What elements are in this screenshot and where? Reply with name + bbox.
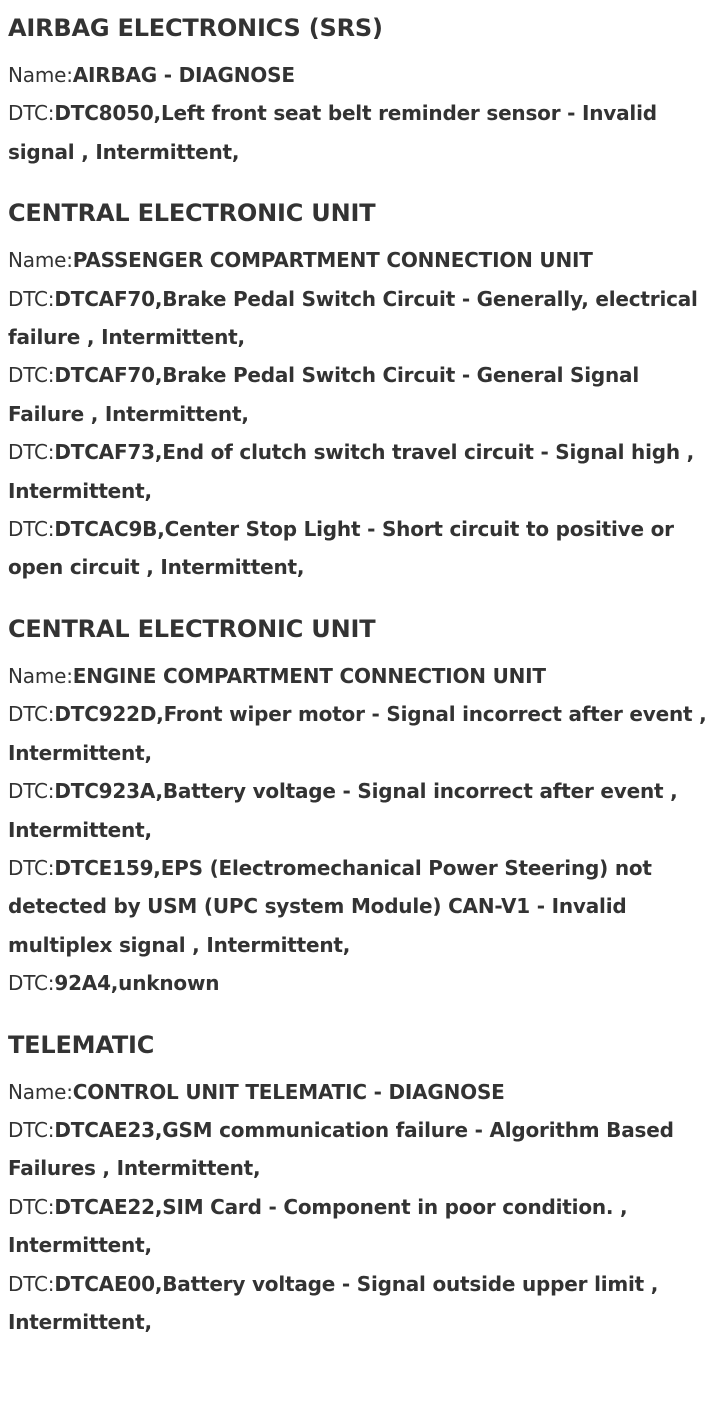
name-label: Name: [8,1079,73,1104]
section-title: CENTRAL ELECTRONIC UNIT [8,614,376,643]
dtc-value: DTC922D,Front wiper motor - Signal incorrect after event , Intermittent, [8,702,707,765]
dtc-label: DTC: [8,517,55,542]
dtc-label: DTC: [8,971,55,996]
ecu-name-value: AIRBAG - DIAGNOSE [72,63,295,87]
dtc-line [8,1265,712,1342]
ecu-name-value: PASSENGER COMPARTMENT CONNECTION UNIT [72,248,593,273]
dtc-value: DTCAF73,End of clutch switch travel circuit - Signal high , Intermittent, [8,440,695,503]
dtc-value: DTCAE00,Battery voltage - Signal outside upper limit , Intermittent, [8,1271,659,1334]
dtc-value: DTCE159,EPS (Electromechanical Power Steering) not detected by USM (UPC system Module) CAN-V1 - Invalid multiplex signal , Intermittent, [8,855,652,957]
dtc-value: DTCAE23,GSM communication failure - Algorithm Based Failures , Intermittent, [8,1117,674,1181]
dtc-line [8,849,712,964]
dtc-value: DTCAF70,Brake Pedal Switch Circuit - Generally, electrical failure , Intermittent, [8,286,698,350]
dtc-value: DTCAF70,Brake Pedal Switch Circuit - General Signal Failure , Intermittent, [8,363,640,426]
ecu-section [8,1023,712,1342]
ecu-section [8,607,712,1003]
ecu-name-line [8,657,712,695]
dtc-line [8,964,712,1002]
dtc-line [8,94,712,171]
dtc-line [8,695,712,772]
dtc-label: DTC: [8,363,55,388]
dtc-value: DTC8050,Left front seat belt reminder sensor - Invalid signal , Intermittent, [8,101,657,164]
ecu-section [8,6,712,171]
dtc-line [8,280,712,357]
ecu-name-line [8,1073,712,1111]
dtc-label: DTC: [8,702,55,727]
ecu-name-value: ENGINE COMPARTMENT CONNECTION UNIT [72,663,546,688]
dtc-label: DTC: [8,1271,55,1296]
dtc-value: DTCAE22,SIM Card - Component in poor condition. , Intermittent, [8,1194,628,1258]
dtc-line [8,356,712,433]
ecu-name-line [8,241,712,279]
dtc-label: DTC: [8,855,55,880]
dtc-line [8,510,712,587]
dtc-value: 92A4,unknown [54,971,220,996]
name-label: Name: [8,63,73,87]
name-label: Name: [8,663,73,688]
dtc-line [8,1111,712,1188]
dtc-label: DTC: [8,286,55,311]
dtc-line [8,433,712,510]
dtc-label: DTC: [8,440,55,465]
section-title: CENTRAL ELECTRONIC UNIT [8,199,376,228]
ecu-name-value: CONTROL UNIT TELEMATIC - DIAGNOSE [72,1079,505,1104]
ecu-name-line [8,56,712,94]
dtc-label: DTC: [8,1194,55,1219]
dtc-value: DTCAC9B,Center Stop Light - Short circuit to positive or open circuit , Intermittent, [8,517,674,580]
dtc-value: DTC923A,Battery voltage - Signal incorrect after event , Intermittent, [8,779,678,842]
section-title: TELEMATIC [8,1030,155,1059]
dtc-line [8,1188,712,1265]
dtc-label: DTC: [8,779,55,804]
ecu-section [8,191,712,587]
section-title: AIRBAG ELECTRONICS (SRS) [8,14,383,42]
dtc-label: DTC: [8,1117,55,1142]
dtc-line [8,772,712,849]
name-label: Name: [8,248,73,273]
dtc-label: DTC: [8,101,55,126]
